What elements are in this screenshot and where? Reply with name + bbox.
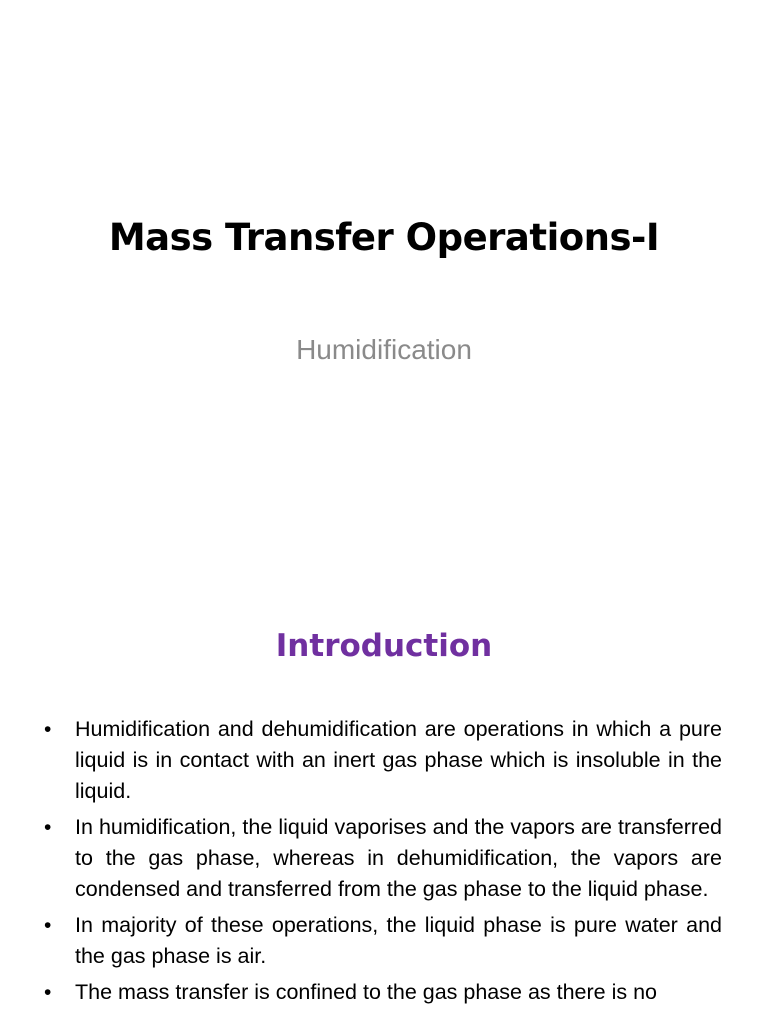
bullet-list xyxy=(44,714,722,1013)
list-item xyxy=(44,812,722,905)
slide-subtitle: Humidification xyxy=(296,334,472,365)
bullet-text: In humidification, the liquid vaporises and the vapors are transferred to the gas phase, whereas in dehumidification, the vapors are condensed and transferred from the gas phase to the liquid phase. xyxy=(75,815,722,901)
bullet-icon: • xyxy=(44,718,52,741)
bullet-text: The mass transfer is confined to the gas phase as there is no xyxy=(75,980,658,1004)
list-item xyxy=(44,714,722,807)
bullet-text: In majority of these operations, the liquid phase is pure water and the gas phase is air. xyxy=(75,913,722,968)
list-item xyxy=(44,910,722,972)
slide-title: Mass Transfer Operations-I xyxy=(108,216,660,259)
introduction-slide xyxy=(0,576,768,1024)
bullet-text: Humidification and dehumidification are operations in which a pure liquid is in contact with an inert gas phase which is insoluble in the liquid. xyxy=(75,717,722,803)
list-item xyxy=(44,977,722,1008)
bullet-icon: • xyxy=(44,914,52,937)
bullet-icon: • xyxy=(44,981,52,1004)
bullet-icon: • xyxy=(44,816,52,839)
introduction-heading: Introduction xyxy=(275,628,493,664)
